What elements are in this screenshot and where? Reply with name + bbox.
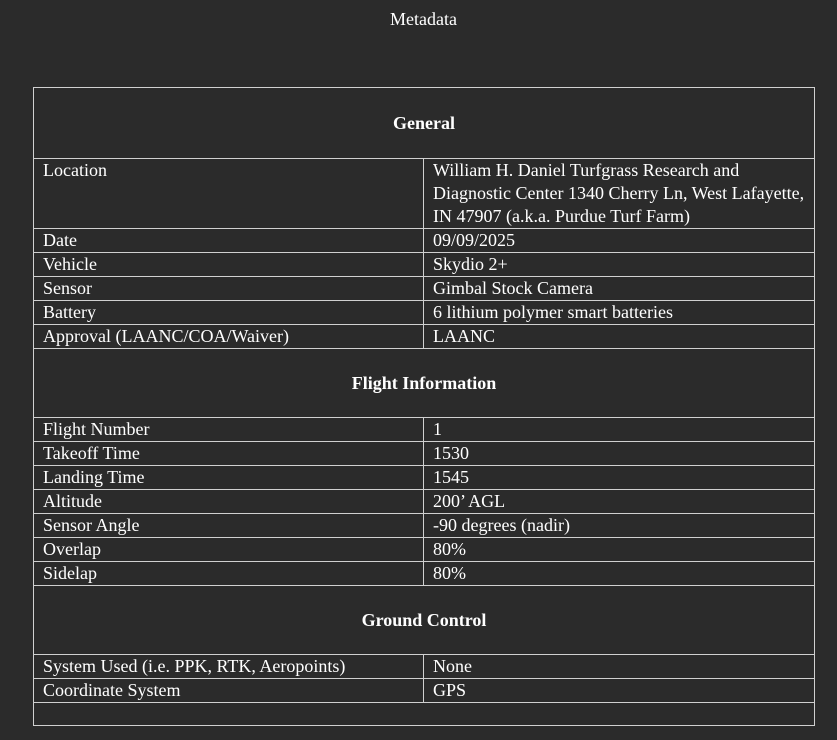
row-value: -90 degrees (nadir) (424, 514, 815, 538)
table-row (34, 159, 815, 229)
row-label: Takeoff Time (34, 442, 424, 466)
section-heading-general: General (34, 88, 815, 159)
row-label: Overlap (34, 538, 424, 562)
row-value: Skydio 2+ (424, 253, 815, 277)
row-value: 80% (424, 538, 815, 562)
row-value: 6 lithium polymer smart batteries (424, 301, 815, 325)
section-header-row (34, 349, 815, 418)
row-label: Sidelap (34, 562, 424, 586)
table-row (34, 538, 815, 562)
empty-cell (34, 703, 815, 726)
row-label: System Used (i.e. PPK, RTK, Aeropoints) (34, 655, 424, 679)
table-row (34, 277, 815, 301)
row-label: Sensor (34, 277, 424, 301)
row-label: Altitude (34, 490, 424, 514)
section-header-row (34, 88, 815, 159)
row-value: 09/09/2025 (424, 229, 815, 253)
row-label: Vehicle (34, 253, 424, 277)
table-row (34, 466, 815, 490)
row-value: Gimbal Stock Camera (424, 277, 815, 301)
row-label: Location (34, 159, 424, 229)
table-row (34, 301, 815, 325)
table-row (34, 655, 815, 679)
table-row (34, 229, 815, 253)
row-label: Approval (LAANC/COA/Waiver) (34, 325, 424, 349)
row-value: 1530 (424, 442, 815, 466)
metadata-table (33, 87, 815, 726)
page-title: Metadata (390, 9, 457, 29)
row-label: Battery (34, 301, 424, 325)
section-heading-flight-information: Flight Information (34, 349, 815, 418)
table-row (34, 679, 815, 703)
table-row (34, 253, 815, 277)
row-label: Date (34, 229, 424, 253)
table-row (34, 562, 815, 586)
table-row (34, 418, 815, 442)
table-row (34, 325, 815, 349)
table-row (34, 442, 815, 466)
section-heading-ground-control: Ground Control (34, 586, 815, 655)
row-value: None (424, 655, 815, 679)
row-label: Coordinate System (34, 679, 424, 703)
row-value: 80% (424, 562, 815, 586)
section-header-row (34, 586, 815, 655)
row-value: 1 (424, 418, 815, 442)
row-label: Flight Number (34, 418, 424, 442)
row-value: LAANC (424, 325, 815, 349)
table-row (34, 514, 815, 538)
row-value: William H. Daniel Turfgrass Research and Diagnostic Center 1340 Cherry Ln, West Lafayette, IN 47907 (a.k.a. Purdue Turf Farm) (424, 159, 815, 229)
row-value: 1545 (424, 466, 815, 490)
row-label: Landing Time (34, 466, 424, 490)
empty-row (34, 703, 815, 726)
row-label: Sensor Angle (34, 514, 424, 538)
row-value: GPS (424, 679, 815, 703)
row-value: 200’ AGL (424, 490, 815, 514)
table-row (34, 490, 815, 514)
